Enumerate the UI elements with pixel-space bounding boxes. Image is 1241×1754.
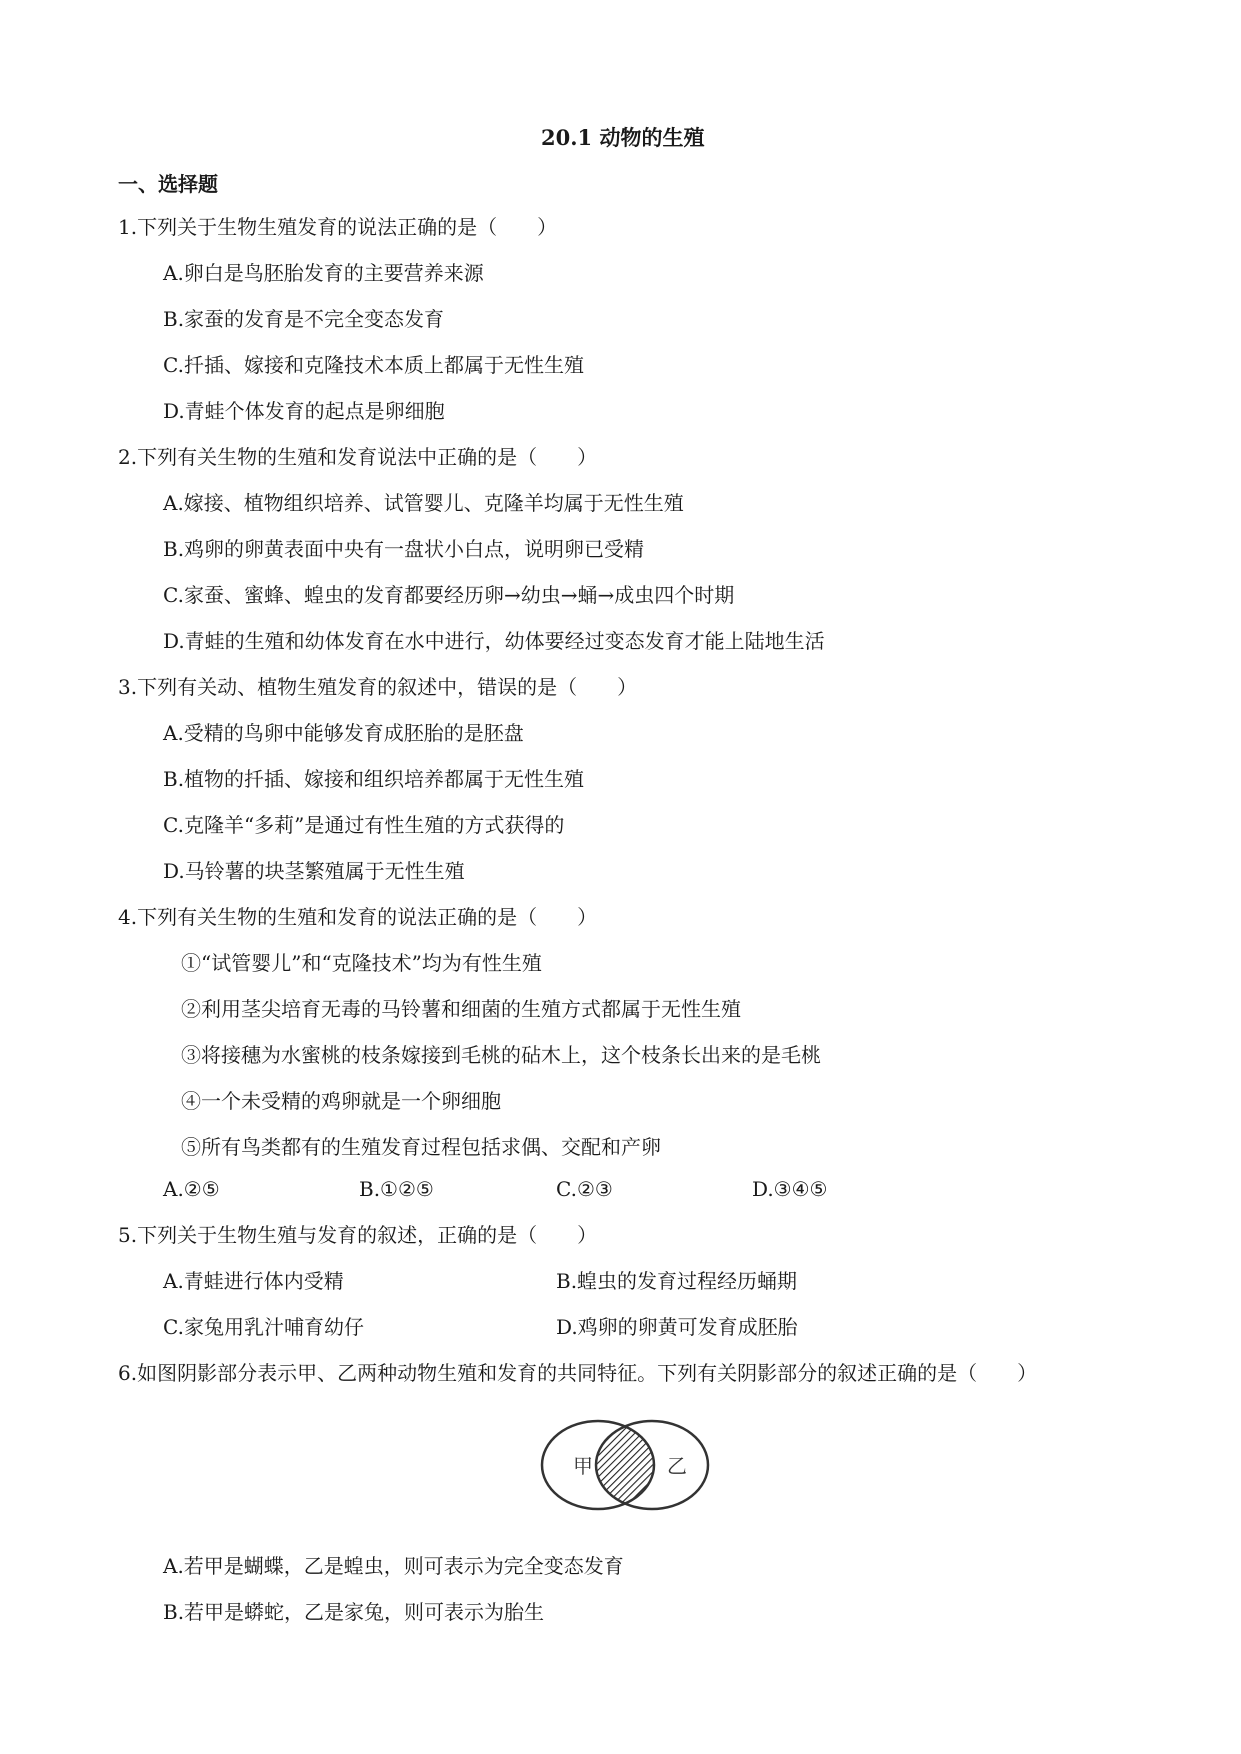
question-4-option-d: D.③④⑤ bbox=[752, 1177, 828, 1201]
question-6-option-a: A.若甲是蝴蝶，乙是蝗虫，则可表示为完全变态发育 bbox=[163, 1554, 624, 1578]
question-4-statement-3: ③将接穗为水蜜桃的枝条嫁接到毛桃的砧木上，这个枝条长出来的是毛桃 bbox=[181, 1043, 821, 1067]
question-4-statement-5: ⑤所有鸟类都有的生殖发育过程包括求偶、交配和产卵 bbox=[181, 1135, 661, 1159]
question-2-option-b: B.鸡卵的卵黄表面中央有一盘状小白点，说明卵已受精 bbox=[163, 537, 645, 561]
question-5-option-d: D.鸡卵的卵黄可发育成胚胎 bbox=[556, 1315, 798, 1339]
question-3-stem: 3.下列有关动、植物生殖发育的叙述中，错误的是（ ） bbox=[118, 675, 638, 699]
question-3-option-b: B.植物的扦插、嫁接和组织培养都属于无性生殖 bbox=[163, 767, 585, 791]
question-4-statement-2: ②利用茎尖培育无毒的马铃薯和细菌的生殖方式都属于无性生殖 bbox=[181, 997, 741, 1021]
venn-left-label: 甲 bbox=[573, 1454, 593, 1478]
question-5-option-c: C.家兔用乳汁哺育幼仔 bbox=[163, 1315, 364, 1339]
question-3-option-c: C.克隆羊“多莉”是通过有性生殖的方式获得的 bbox=[163, 813, 565, 837]
question-1-option-b: B.家蚕的发育是不完全变态发育 bbox=[163, 307, 445, 331]
question-1-option-d: D.青蛙个体发育的起点是卵细胞 bbox=[163, 399, 445, 423]
question-6-option-b: B.若甲是蟒蛇，乙是家兔，则可表示为胎生 bbox=[163, 1600, 545, 1624]
page-title: 20.1 动物的生殖 bbox=[541, 125, 705, 150]
question-1-option-a: A.卵白是鸟胚胎发育的主要营养来源 bbox=[163, 261, 484, 285]
question-4-statement-1: ①“试管婴儿”和“克隆技术”均为有性生殖 bbox=[181, 951, 542, 975]
question-2-option-a: A.嫁接、植物组织培养、试管婴儿、克隆羊均属于无性生殖 bbox=[163, 491, 684, 515]
section-heading: 一、选择题 bbox=[118, 172, 218, 196]
venn-right-label: 乙 bbox=[667, 1454, 687, 1478]
question-1-stem: 1.下列关于生物生殖发育的说法正确的是（ ） bbox=[118, 215, 558, 239]
venn-diagram bbox=[530, 1410, 720, 1520]
question-3-option-a: A.受精的鸟卵中能够发育成胚胎的是胚盘 bbox=[163, 721, 524, 745]
question-4-option-c: C.②③ bbox=[556, 1177, 613, 1201]
question-2-option-c: C.家蚕、蜜蜂、蝗虫的发育都要经历卵→幼虫→蛹→成虫四个时期 bbox=[163, 583, 735, 607]
question-5-option-a: A.青蛙进行体内受精 bbox=[163, 1269, 344, 1293]
question-1-option-c: C.扦插、嫁接和克隆技术本质上都属于无性生殖 bbox=[163, 353, 584, 377]
question-6-stem: 6.如图阴影部分表示甲、乙两种动物生殖和发育的共同特征。下列有关阴影部分的叙述正确的是（ ） bbox=[118, 1361, 1038, 1385]
question-3-option-d: D.马铃薯的块茎繁殖属于无性生殖 bbox=[163, 859, 465, 883]
question-2-stem: 2.下列有关生物的生殖和发育说法中正确的是（ ） bbox=[118, 445, 598, 469]
question-5-stem: 5.下列关于生物生殖与发育的叙述，正确的是（ ） bbox=[118, 1223, 598, 1247]
question-2-option-d: D.青蛙的生殖和幼体发育在水中进行，幼体要经过变态发育才能上陆地生活 bbox=[163, 629, 825, 653]
question-4-stem: 4.下列有关生物的生殖和发育的说法正确的是（ ） bbox=[118, 905, 598, 929]
question-5-option-b: B.蝗虫的发育过程经历蛹期 bbox=[556, 1269, 798, 1293]
question-4-option-a: A.②⑤ bbox=[163, 1177, 220, 1201]
question-4-option-b: B.①②⑤ bbox=[359, 1177, 434, 1201]
question-4-statement-4: ④一个未受精的鸡卵就是一个卵细胞 bbox=[181, 1089, 501, 1113]
